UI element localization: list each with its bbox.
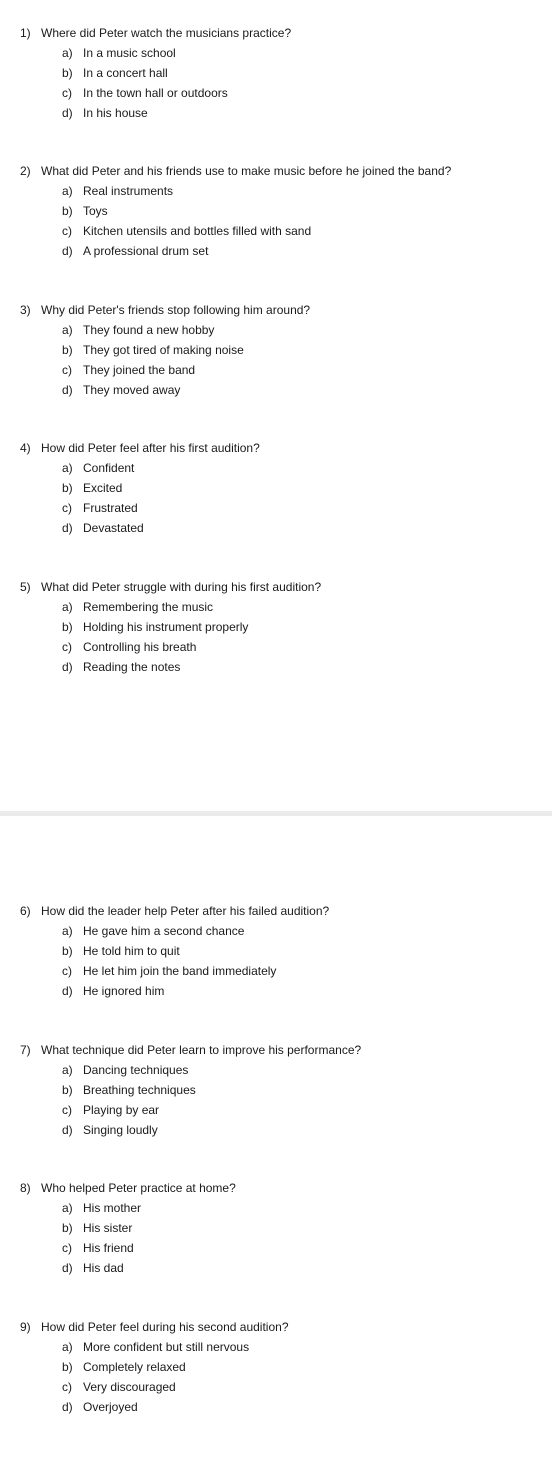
option-letter: c) [62, 363, 72, 377]
answer-option-b [62, 944, 180, 958]
option-text: In the town hall or outdoors [83, 86, 228, 100]
answer-option-d [62, 521, 144, 535]
question-number: 1) [20, 26, 31, 40]
document-page-2 [0, 816, 552, 1460]
option-text: Reading the notes [83, 660, 181, 674]
question-prompt: How did the leader help Peter after his failed audition? [41, 904, 330, 918]
option-letter: a) [62, 1340, 73, 1354]
question-number: 5) [20, 580, 31, 594]
question-prompt: Where did Peter watch the musicians practice? [41, 26, 292, 40]
option-letter: d) [62, 1123, 73, 1137]
option-letter: b) [62, 620, 73, 634]
answer-option-b [62, 343, 244, 357]
answer-option-a [62, 46, 176, 60]
answer-option-d [62, 1261, 124, 1275]
answer-option-b [62, 66, 168, 80]
option-text: He let him join the band immediately [83, 964, 277, 978]
question-prompt: How did Peter feel during his second audition? [41, 1320, 289, 1334]
option-letter: b) [62, 343, 73, 357]
answer-option-d [62, 1400, 138, 1414]
option-letter: b) [62, 1360, 73, 1374]
option-text: More confident but still nervous [83, 1340, 250, 1354]
option-letter: d) [62, 521, 73, 535]
option-letter: a) [62, 1201, 73, 1215]
option-letter: b) [62, 944, 73, 958]
option-text: His friend [83, 1241, 134, 1255]
option-letter: d) [62, 1261, 73, 1275]
option-text: Frustrated [83, 501, 138, 515]
answer-option-d [62, 660, 180, 674]
option-text: In a concert hall [83, 66, 168, 80]
question-prompt: Why did Peter's friends stop following him around? [41, 303, 311, 317]
answer-option-a [62, 461, 134, 475]
question-text [20, 1043, 361, 1057]
question-text [20, 303, 310, 317]
answer-option-a [62, 184, 173, 198]
answer-option-c [62, 1241, 134, 1255]
option-letter: b) [62, 66, 73, 80]
answer-option-b [62, 1360, 186, 1374]
option-letter: c) [62, 964, 72, 978]
option-text: He ignored him [83, 984, 165, 998]
question-number: 9) [20, 1320, 31, 1334]
question-number: 6) [20, 904, 31, 918]
option-text: He gave him a second chance [83, 924, 245, 938]
option-letter: c) [62, 1103, 72, 1117]
option-letter: b) [62, 204, 73, 218]
option-letter: b) [62, 1083, 73, 1097]
question-text [20, 1320, 289, 1334]
option-text: They joined the band [83, 363, 196, 377]
answer-option-d [62, 984, 164, 998]
answer-option-a [62, 323, 214, 337]
option-letter: d) [62, 1400, 73, 1414]
option-text: Controlling his breath [83, 640, 197, 654]
question-prompt: What technique did Peter learn to improve his performance? [41, 1043, 362, 1057]
answer-option-c [62, 501, 138, 515]
answer-option-b [62, 204, 108, 218]
option-text: Singing loudly [83, 1123, 158, 1137]
answer-option-c [62, 640, 196, 654]
answer-option-c [62, 1103, 159, 1117]
answer-option-d [62, 244, 208, 258]
option-letter: a) [62, 46, 73, 60]
answer-option-b [62, 1083, 196, 1097]
option-letter: a) [62, 1063, 73, 1077]
option-letter: b) [62, 1221, 73, 1235]
option-letter: d) [62, 244, 73, 258]
question-text [20, 164, 451, 178]
option-letter: a) [62, 600, 73, 614]
option-text: Breathing techniques [83, 1083, 196, 1097]
option-text: They moved away [83, 383, 181, 397]
question-prompt: What did Peter and his friends use to make music before he joined the band? [41, 164, 452, 178]
option-letter: d) [62, 383, 73, 397]
question-text [20, 441, 260, 455]
answer-option-d [62, 383, 180, 397]
option-text: His mother [83, 1201, 142, 1215]
question-number: 7) [20, 1043, 31, 1057]
option-text: Overjoyed [83, 1400, 138, 1414]
option-text: Remembering the music [83, 600, 214, 614]
answer-option-b [62, 620, 248, 634]
answer-option-c [62, 224, 311, 238]
answer-option-b [62, 481, 122, 495]
option-text: Dancing techniques [83, 1063, 189, 1077]
option-text: His dad [83, 1261, 124, 1275]
option-text: In a music school [83, 46, 176, 60]
option-letter: d) [62, 984, 73, 998]
option-text: They found a new hobby [83, 323, 215, 337]
option-text: They got tired of making noise [83, 343, 244, 357]
option-letter: a) [62, 323, 73, 337]
option-text: In his house [83, 106, 148, 120]
answer-option-a [62, 1340, 249, 1354]
option-text: Completely relaxed [83, 1360, 186, 1374]
question-number: 3) [20, 303, 31, 317]
option-text: Real instruments [83, 184, 174, 198]
option-text: Devastated [83, 521, 144, 535]
answer-option-a [62, 1201, 141, 1215]
question-text [20, 26, 291, 40]
question-number: 2) [20, 164, 31, 178]
answer-option-a [62, 1063, 188, 1077]
answer-option-d [62, 106, 148, 120]
option-text: Playing by ear [83, 1103, 160, 1117]
option-letter: d) [62, 106, 73, 120]
option-text: Very discouraged [83, 1380, 176, 1394]
answer-option-a [62, 600, 213, 614]
answer-option-d [62, 1123, 158, 1137]
question-number: 8) [20, 1181, 31, 1195]
option-letter: d) [62, 660, 73, 674]
option-letter: a) [62, 461, 73, 475]
question-prompt: How did Peter feel after his first audition? [41, 441, 260, 455]
question-text [20, 904, 329, 918]
answer-option-c [62, 964, 276, 978]
question-prompt: Who helped Peter practice at home? [41, 1181, 236, 1195]
answer-option-a [62, 924, 244, 938]
question-text [20, 580, 321, 594]
question-number: 4) [20, 441, 31, 455]
option-text: He told him to quit [83, 944, 180, 958]
option-letter: c) [62, 224, 72, 238]
answer-option-c [62, 86, 228, 100]
option-text: Toys [83, 204, 108, 218]
option-text: Excited [83, 481, 123, 495]
option-letter: c) [62, 86, 72, 100]
option-text: Confident [83, 461, 135, 475]
answer-option-b [62, 1221, 132, 1235]
option-letter: c) [62, 640, 72, 654]
option-text: His sister [83, 1221, 133, 1235]
option-text: Holding his instrument properly [83, 620, 249, 634]
option-letter: a) [62, 184, 73, 198]
option-text: A professional drum set [83, 244, 209, 258]
option-letter: c) [62, 1380, 72, 1394]
option-letter: c) [62, 1241, 72, 1255]
option-letter: a) [62, 924, 73, 938]
answer-option-c [62, 1380, 176, 1394]
option-text: Kitchen utensils and bottles filled with sand [83, 224, 312, 238]
option-letter: b) [62, 481, 73, 495]
answer-option-c [62, 363, 195, 377]
question-prompt: What did Peter struggle with during his first audition? [41, 580, 322, 594]
option-letter: c) [62, 501, 72, 515]
question-text [20, 1181, 236, 1195]
